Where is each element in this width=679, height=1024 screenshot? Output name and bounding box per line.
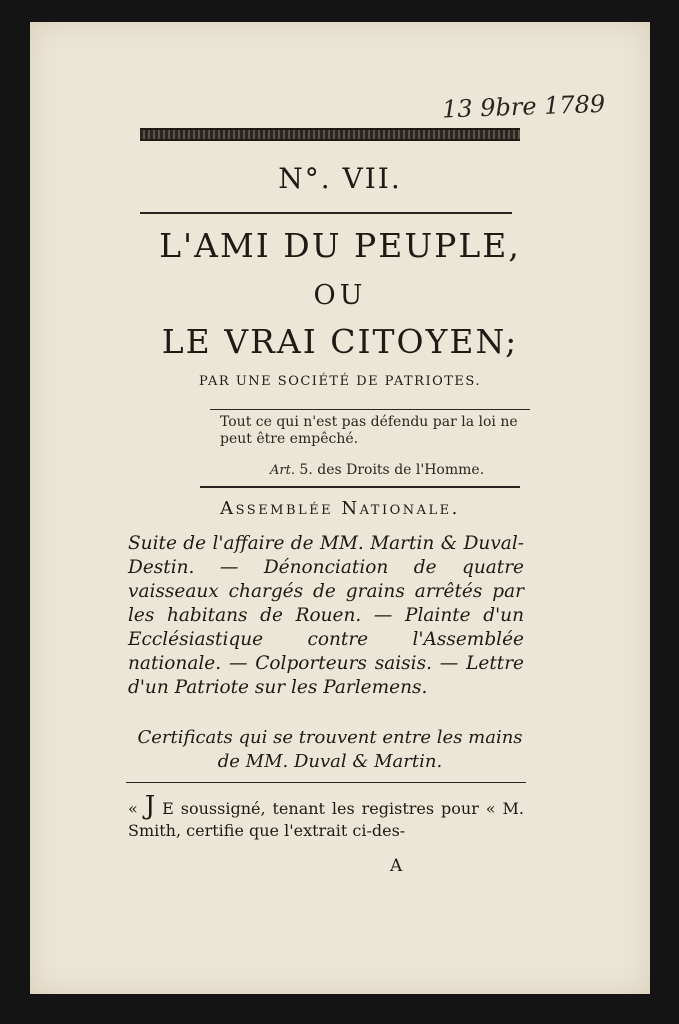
title-conjunction: OU [313,280,367,311]
document-page [30,22,650,994]
certificats-heading: Certificats qui se trouvent entre les mains de MM. Duval & Martin. [137,727,523,772]
body-text: E soussigné, tenant les registres pour « M. Smith, certifie que l'extrait ci-des- [128,799,525,840]
issue-number: N°. VII. [278,162,402,195]
page-title-secondary: LE VRAI CITOYEN; [161,322,519,361]
subtitle: PAR UNE SOCIÉTÉ DE PATRIOTES. [198,374,481,389]
drop-cap: J [144,791,156,821]
citation-text: 5. des Droits de l'Homme. [299,462,485,478]
section-heading: Assemblée Nationale. [220,498,460,519]
ornamental-rule [140,128,520,141]
page-title: L'AMI DU PEUPLE, [159,226,521,265]
epigraph: Tout ce qui n'est pas défendu par la loi ne peut être empêché. [220,414,518,447]
rule-above-epigraph [210,409,530,410]
rule-above-body [126,782,526,783]
body-paragraph [128,791,525,842]
signature-mark: A [390,856,403,876]
citation-art: Art. [270,463,295,478]
quote-mark: « [128,799,138,818]
epigraph-citation [270,462,530,478]
handwritten-date: 13 9bre 1789 [441,89,606,124]
rule-under-number [140,212,512,214]
summary-paragraph: Suite de l'affaire de MM. Martin & Duval-Destin. — Dénonciation de quatre vaisseaux chargés de grains arrêtés par les habitans de Rouen. — Plainte d'un Ecclésiastique contre l'Assemblée nationale. — Colporteurs saisis. — Lettre d'un Patriote sur les Parlemens. [128,533,524,698]
rule-under-epigraph [200,486,520,488]
